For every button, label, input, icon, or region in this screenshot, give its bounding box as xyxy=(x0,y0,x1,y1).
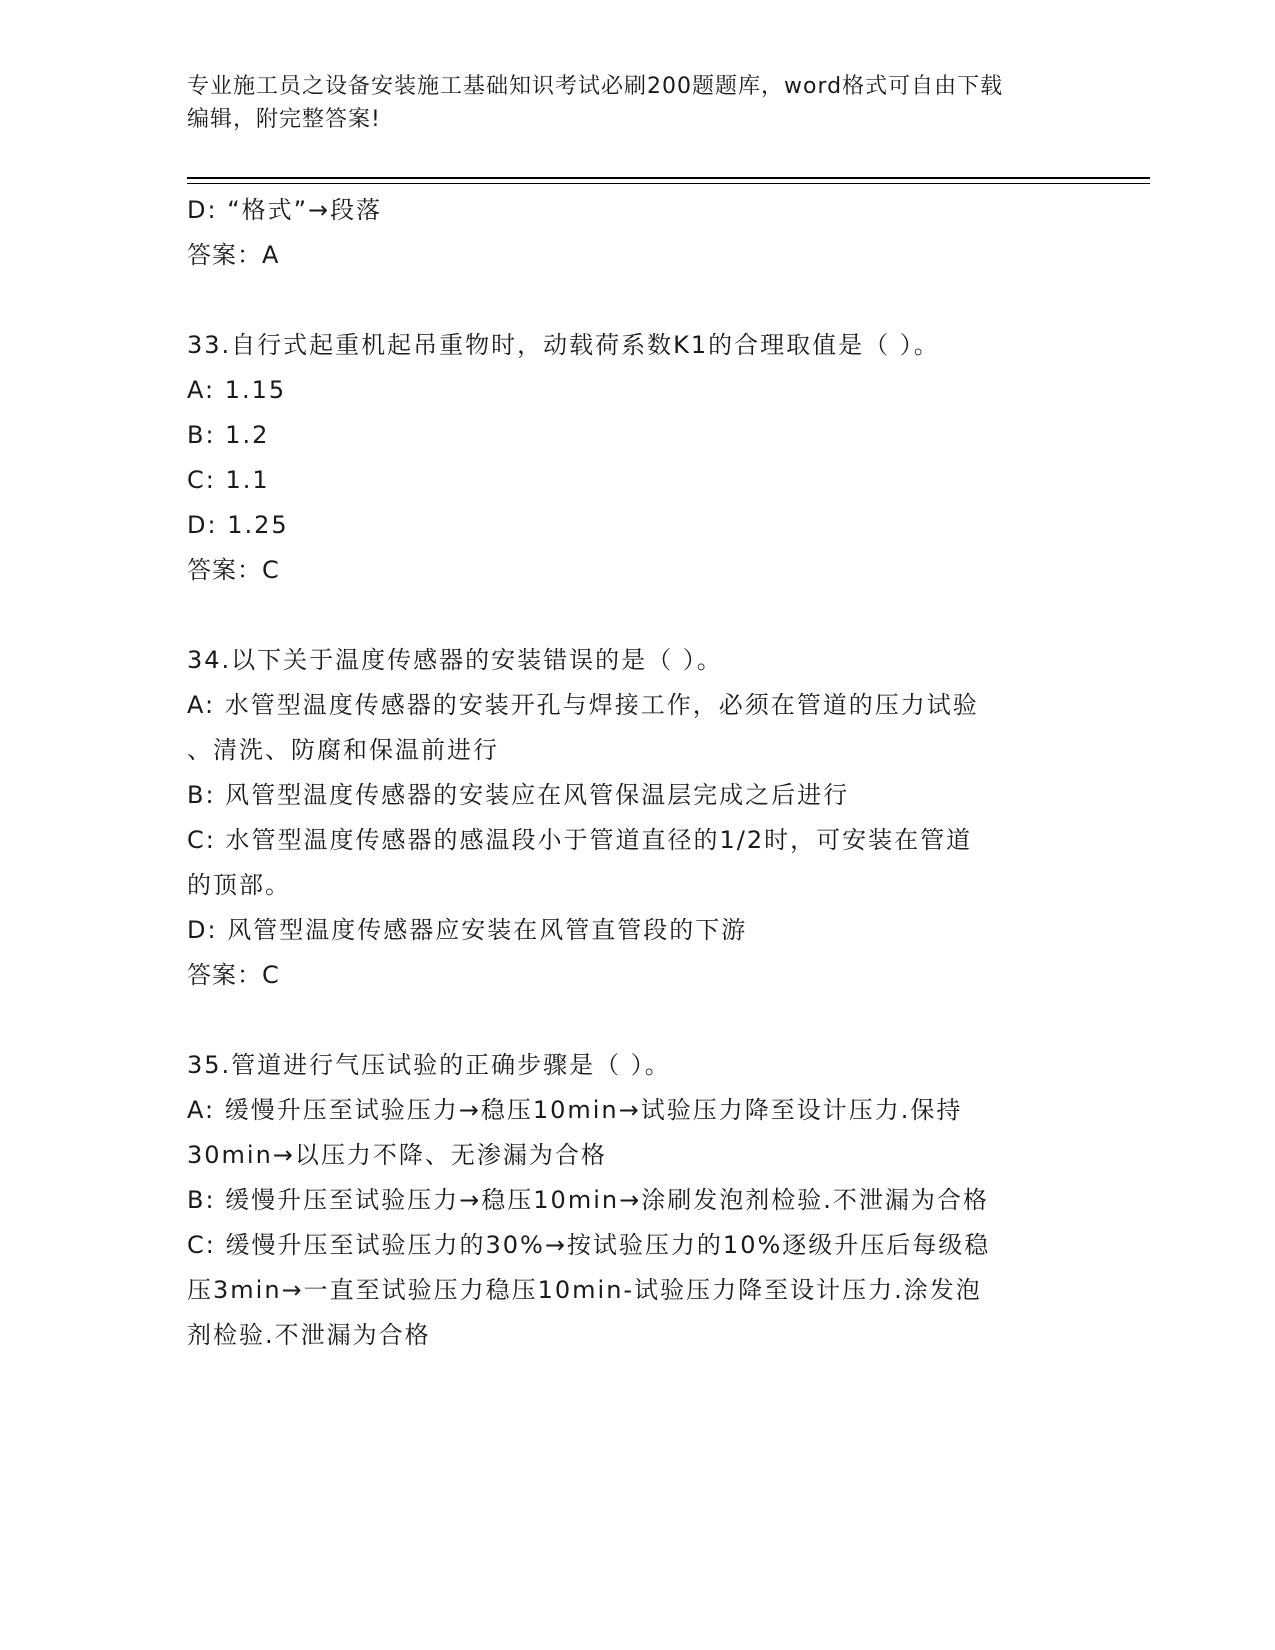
q35-option-b: B: 缓慢升压至试验压力→稳压10min→涂刷发泡剂检验.不泄漏为合格 xyxy=(187,1186,989,1214)
q34-option-a-line-1: A: 水管型温度传感器的安装开孔与焊接工作，必须在管道的压力试验 xyxy=(187,691,979,719)
q33-option-a: A: 1.15 xyxy=(187,376,287,404)
q35-option-c-line-3: 剂检验.不泄漏为合格 xyxy=(187,1321,431,1349)
spacer xyxy=(187,998,1087,1043)
q33-option-d: D: 1.25 xyxy=(187,511,289,539)
question-32-tail xyxy=(187,188,1087,278)
q35-option-c-line-1: C: 缓慢升压至试验压力的30%→按试验压力的10%逐级升压后每级稳 xyxy=(187,1231,991,1259)
q35-option-c-line-2: 压3min→一直至试验压力稳压10min-试验压力降至设计压力.涂发泡 xyxy=(187,1276,982,1304)
q32-option-d: D: “格式”→段落 xyxy=(187,196,383,224)
q34-option-c-line-2: 的顶部。 xyxy=(187,871,291,899)
q35-option-a-line-1: A: 缓慢升压至试验压力→稳压10min→试验压力降至设计压力.保持 xyxy=(187,1096,963,1124)
q32-answer: 答案：A xyxy=(187,241,280,269)
q34-option-d: D: 风管型温度传感器应安装在风管直管段的下游 xyxy=(187,916,748,944)
spacer xyxy=(187,593,1087,638)
q34-option-c-line-1: C: 水管型温度传感器的感温段小于管道直径的1/2时，可安装在管道 xyxy=(187,826,973,854)
q33-option-c: C: 1.1 xyxy=(187,466,270,494)
q33-option-b: B: 1.2 xyxy=(187,421,270,449)
q33-question: 33.自行式起重机起吊重物时，动载荷系数K1的合理取值是（ ）。 xyxy=(187,331,940,359)
header-divider-thin xyxy=(187,183,1150,184)
q35-option-a-line-2: 30min→以压力不降、无渗漏为合格 xyxy=(187,1141,607,1169)
q35-question: 35.管道进行气压试验的正确步骤是（ ）。 xyxy=(187,1051,671,1079)
q34-option-a-line-2: 、清洗、防腐和保温前进行 xyxy=(187,736,499,764)
spacer xyxy=(187,278,1087,323)
header-divider-thick xyxy=(187,177,1150,179)
q34-option-b: B: 风管型温度传感器的安装应在风管保温层完成之后进行 xyxy=(187,781,850,809)
header-title-line-2: 编辑，附完整答案! xyxy=(187,107,381,132)
document-body xyxy=(187,188,1087,1358)
question-35 xyxy=(187,1043,1087,1358)
q34-question: 34.以下关于温度传感器的安装错误的是（ ）。 xyxy=(187,646,723,674)
q34-answer: 答案：C xyxy=(187,961,280,989)
question-33 xyxy=(187,323,1087,593)
question-34 xyxy=(187,638,1087,998)
document-header xyxy=(187,70,1067,136)
q33-answer: 答案：C xyxy=(187,556,280,584)
header-title-line-1: 专业施工员之设备安装施工基础知识考试必刷200题题库，word格式可自由下载 xyxy=(187,74,1004,99)
